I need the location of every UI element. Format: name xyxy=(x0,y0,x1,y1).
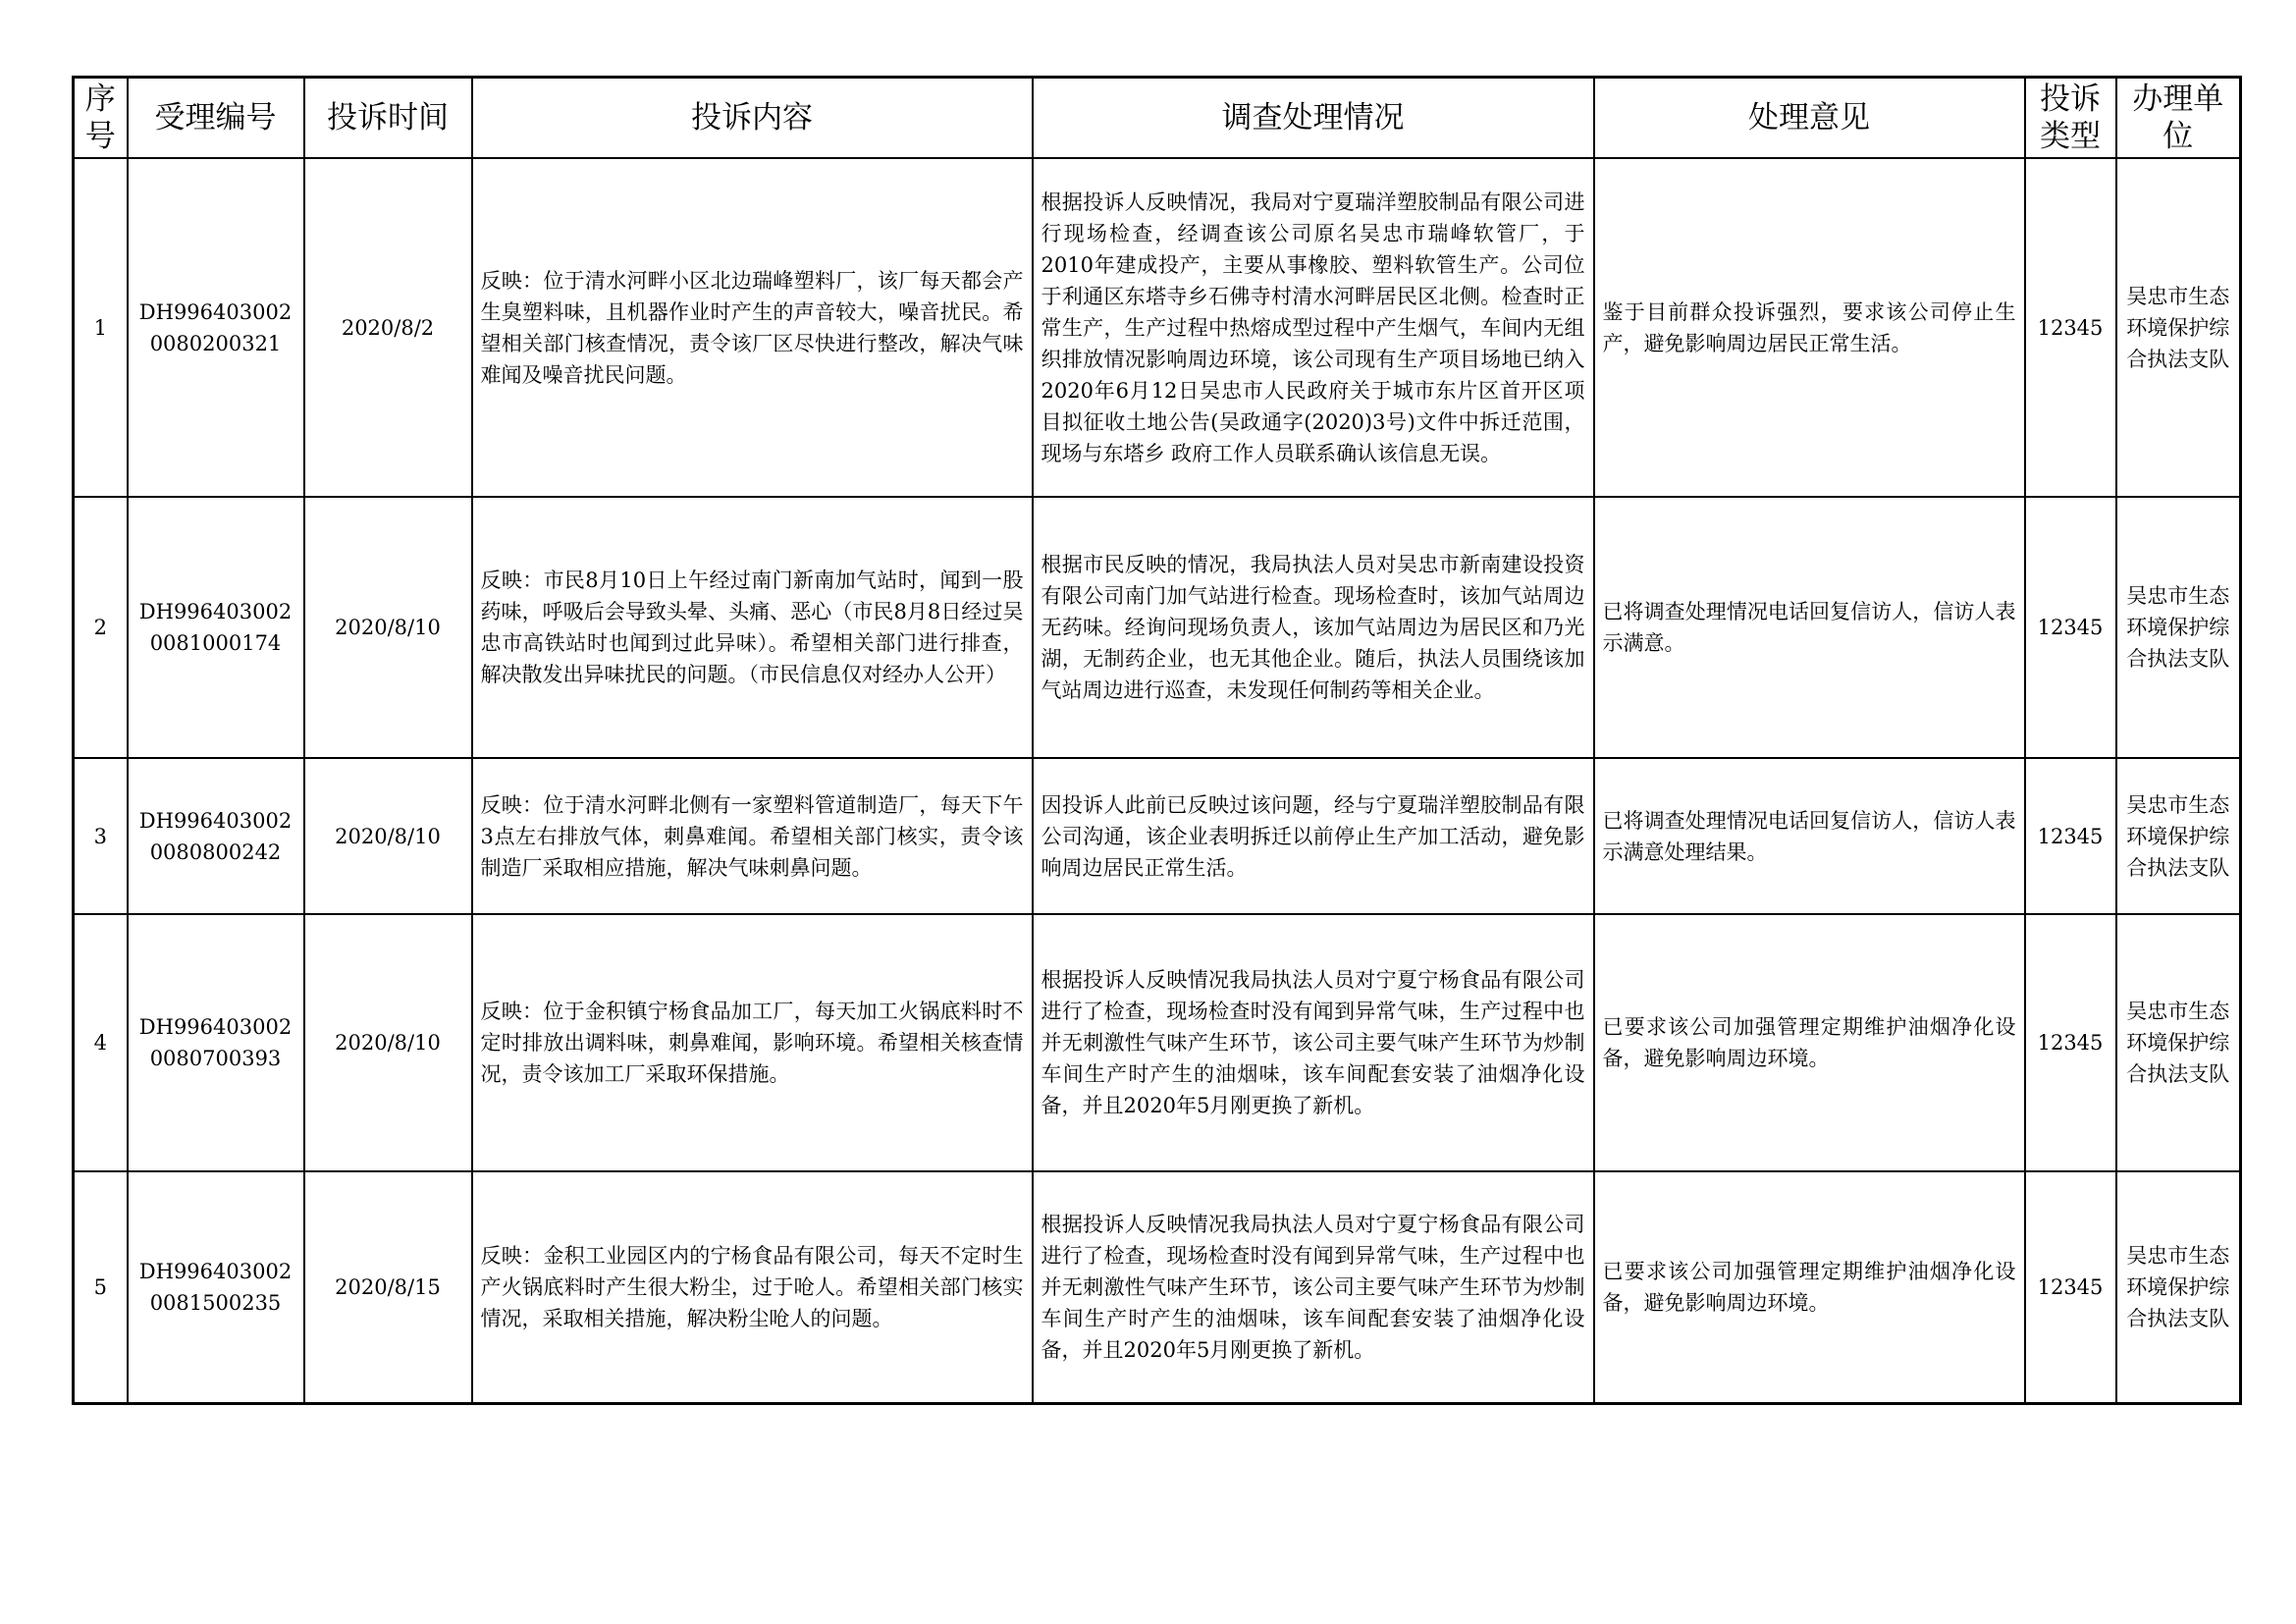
header-time: 投诉时间 xyxy=(304,78,472,159)
cell-opinion: 已将调查处理情况电话回复信访人，信访人表示满意。 xyxy=(1594,497,2025,758)
cell-opinion: 已要求该公司加强管理定期维护油烟净化设备，避免影响周边环境。 xyxy=(1594,1171,2025,1403)
cell-type: 12345 xyxy=(2025,758,2116,914)
cell-type: 12345 xyxy=(2025,158,2116,497)
cell-content: 反映：金积工业园区内的宁杨食品有限公司，每天不定时生产火锅底料时产生很大粉尘，过于呛人。希望相关部门核实情况，采取相关措施，解决粉尘呛人的问题。 xyxy=(472,1171,1033,1403)
cell-type: 12345 xyxy=(2025,1171,2116,1403)
cell-type: 12345 xyxy=(2025,914,2116,1171)
header-type: 投诉类型 xyxy=(2025,78,2116,159)
cell-seq: 3 xyxy=(74,758,128,914)
cell-unit: 吴忠市生态环境保护综合执法支队 xyxy=(2116,158,2241,497)
cell-survey: 根据投诉人反映情况我局执法人员对宁夏宁杨食品有限公司进行了检查，现场检查时没有闻到异常气味，生产过程中也并无刺激性气味产生环节，该公司主要气味产生环节为炒制车间生产时产生的油烟味，该车间配套安装了油烟净化设备，并且2020年5月刚更换了新机。 xyxy=(1033,914,1594,1171)
cell-content: 反映：位于金积镇宁杨食品加工厂，每天加工火锅底料时不定时排放出调料味，刺鼻难闻，影响环境。希望相关核查情况，责令该加工厂采取环保措施。 xyxy=(472,914,1033,1171)
complaints-table xyxy=(72,76,2242,1405)
table-row xyxy=(74,497,2241,758)
cell-survey: 根据市民反映的情况，我局执法人员对吴忠市新南建设投资有限公司南门加气站进行检查。现场检查时，该加气站周边无药味。经询问现场负责人，该加气站周边为居民区和乃光湖，无制药企业，也无其他企业。随后，执法人员围绕该加气站周边进行巡查，未发现任何制药等相关企业。 xyxy=(1033,497,1594,758)
cell-opinion: 已将调查处理情况电话回复信访人，信访人表示满意处理结果。 xyxy=(1594,758,2025,914)
cell-seq: 4 xyxy=(74,914,128,1171)
cell-survey: 因投诉人此前已反映过该问题，经与宁夏瑞洋塑胶制品有限公司沟通，该企业表明拆迁以前停止生产加工活动，避免影响周边居民正常生活。 xyxy=(1033,758,1594,914)
table-row xyxy=(74,1171,2241,1403)
cell-survey: 根据投诉人反映情况，我局对宁夏瑞洋塑胶制品有限公司进行现场检查，经调查该公司原名吴忠市瑞峰软管厂，于2010年建成投产，主要从事橡胶、塑料软管生产。公司位于利通区东塔寺乡石佛寺村清水河畔居民区北侧。检查时正常生产，生产过程中热熔成型过程中产生烟气，车间内无组织排放情况影响周边环境，该公司现有生产项目场地已纳入2020年6月12日吴忠市人民政府关于城市东片区首开区项目拟征收土地公告(吴政通字(2020)3号)文件中拆迁范围，现场与东塔乡 政府工作人员联系确认该信息无误。 xyxy=(1033,158,1594,497)
header-content: 投诉内容 xyxy=(472,78,1033,159)
cell-time: 2020/8/10 xyxy=(304,497,472,758)
cell-content: 反映：市民8月10日上午经过南门新南加气站时，闻到一股药味，呼吸后会导致头晕、头痛、恶心（市民8月8日经过吴忠市高铁站时也闻到过此异味）。希望相关部门进行排查，解决散发出异味扰民的问题。（市民信息仅对经办人公开） xyxy=(472,497,1033,758)
header-opinion: 处理意见 xyxy=(1594,78,2025,159)
table-row xyxy=(74,158,2241,497)
cell-seq: 5 xyxy=(74,1171,128,1403)
cell-type: 12345 xyxy=(2025,497,2116,758)
cell-survey: 根据投诉人反映情况我局执法人员对宁夏宁杨食品有限公司进行了检查，现场检查时没有闻到异常气味，生产过程中也并无刺激性气味产生环节，该公司主要气味产生环节为炒制车间生产时产生的油烟味，该车间配套安装了油烟净化设备，并且2020年5月刚更换了新机。 xyxy=(1033,1171,1594,1403)
cell-id: DH9964030020081000174 xyxy=(128,497,304,758)
cell-unit: 吴忠市生态环境保护综合执法支队 xyxy=(2116,1171,2241,1403)
cell-id: DH9964030020081500235 xyxy=(128,1171,304,1403)
table-row xyxy=(74,758,2241,914)
cell-opinion: 已要求该公司加强管理定期维护油烟净化设备，避免影响周边环境。 xyxy=(1594,914,2025,1171)
cell-time: 2020/8/10 xyxy=(304,758,472,914)
header-survey: 调查处理情况 xyxy=(1033,78,1594,159)
cell-seq: 2 xyxy=(74,497,128,758)
cell-time: 2020/8/15 xyxy=(304,1171,472,1403)
cell-time: 2020/8/10 xyxy=(304,914,472,1171)
header-seq: 序号 xyxy=(74,78,128,159)
cell-opinion: 鉴于目前群众投诉强烈，要求该公司停止生产，避免影响周边居民正常生活。 xyxy=(1594,158,2025,497)
cell-unit: 吴忠市生态环境保护综合执法支队 xyxy=(2116,497,2241,758)
cell-content: 反映：位于清水河畔北侧有一家塑料管道制造厂，每天下午3点左右排放气体，刺鼻难闻。希望相关部门核实，责令该制造厂采取相应措施，解决气味刺鼻问题。 xyxy=(472,758,1033,914)
cell-unit: 吴忠市生态环境保护综合执法支队 xyxy=(2116,914,2241,1171)
cell-content: 反映：位于清水河畔小区北边瑞峰塑料厂，该厂每天都会产生臭塑料味，且机器作业时产生的声音较大，噪音扰民。希望相关部门核查情况，责令该厂区尽快进行整改，解决气味难闻及噪音扰民问题。 xyxy=(472,158,1033,497)
cell-unit: 吴忠市生态环境保护综合执法支队 xyxy=(2116,758,2241,914)
header-id: 受理编号 xyxy=(128,78,304,159)
cell-id: DH9964030020080700393 xyxy=(128,914,304,1171)
table-row xyxy=(74,914,2241,1171)
table-header-row xyxy=(74,78,2241,159)
cell-seq: 1 xyxy=(74,158,128,497)
header-unit: 办理单位 xyxy=(2116,78,2241,159)
cell-id: DH9964030020080800242 xyxy=(128,758,304,914)
cell-id: DH9964030020080200321 xyxy=(128,158,304,497)
cell-time: 2020/8/2 xyxy=(304,158,472,497)
